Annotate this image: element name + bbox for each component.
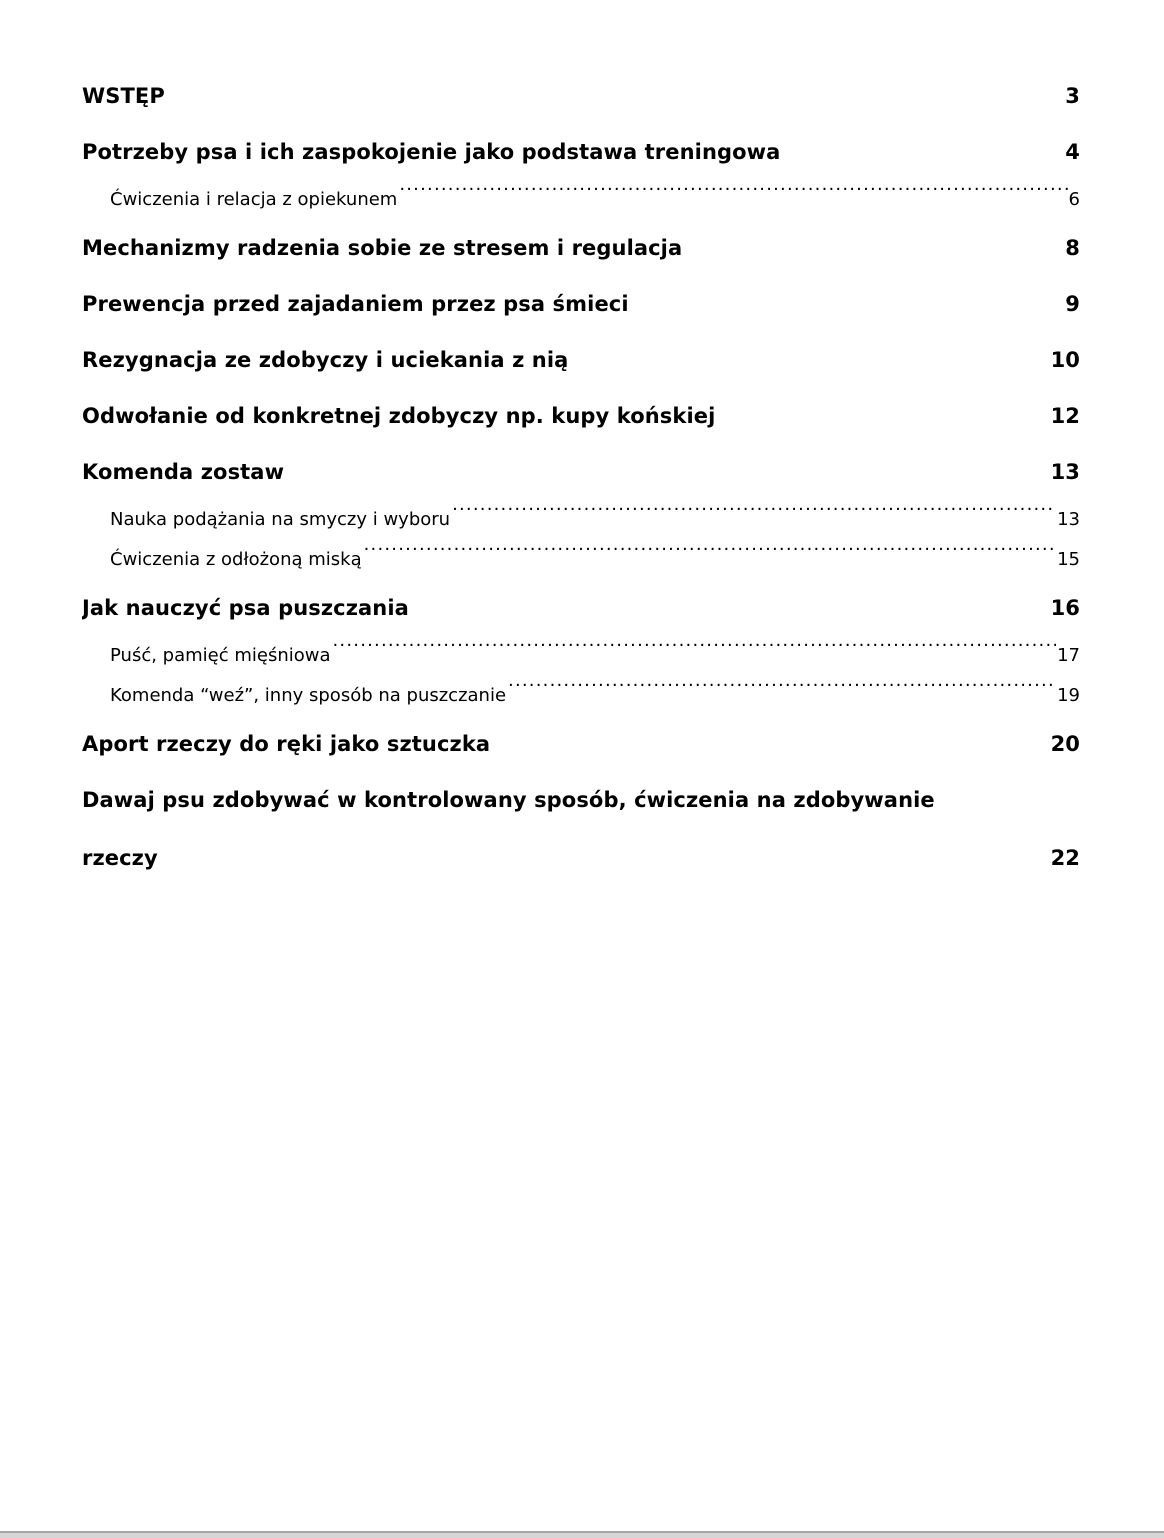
toc-subentry-odlozona-miska[interactable] <box>82 540 1080 580</box>
dot-leader <box>286 458 1049 479</box>
dot-leader <box>684 234 1064 255</box>
toc-entry-komenda-zostaw[interactable] <box>82 444 1080 500</box>
dot-leader <box>411 594 1050 615</box>
dot-leader <box>364 547 1056 565</box>
toc-entry-title: Ćwiczenia i relacja z opiekunem <box>110 180 399 220</box>
toc-page-number: 20 <box>1050 716 1080 772</box>
toc-page-number: 13 <box>1050 444 1080 500</box>
toc-subentry-cwiczenia-relacja[interactable] <box>82 180 1080 220</box>
toc-entry-title: Mechanizmy radzenia sobie ze stresem i regulacja <box>82 220 684 276</box>
toc-subentry-komenda-wez[interactable] <box>82 676 1080 716</box>
toc-page-number: 3 <box>1064 68 1080 124</box>
toc-entry-title: Aport rzeczy do ręki jako sztuczka <box>82 716 492 772</box>
toc-entry-title: Prewencja przed zajadaniem przez psa śmieci <box>82 276 631 332</box>
toc-page-number: 13 <box>1056 500 1080 540</box>
dot-leader <box>399 187 1067 205</box>
toc-page-number: 8 <box>1064 220 1080 276</box>
table-of-contents <box>82 68 1080 888</box>
toc-page-number: 4 <box>1064 124 1080 180</box>
toc-entry-odwolanie[interactable] <box>82 388 1080 444</box>
toc-entry-title: Rezygnacja ze zdobyczy i uciekania z nią <box>82 332 570 388</box>
dot-leader <box>160 844 1050 865</box>
dot-leader <box>492 730 1049 751</box>
toc-entry-rezygnacja[interactable] <box>82 332 1080 388</box>
dot-leader <box>717 402 1049 423</box>
toc-entry-title: Nauka podążania na smyczy i wyboru <box>110 500 452 540</box>
toc-page-number: 12 <box>1050 388 1080 444</box>
toc-entry-title: Ćwiczenia z odłożoną miską <box>110 540 364 580</box>
toc-page-number: 22 <box>1050 828 1080 888</box>
toc-entry-prewencja[interactable] <box>82 276 1080 332</box>
dot-leader <box>782 138 1064 159</box>
toc-page-number: 6 <box>1068 180 1080 220</box>
dot-leader <box>452 507 1056 525</box>
toc-entry-title-line1: Dawaj psu zdobywać w kontrolowany sposób, ćwiczenia na zdobywanie <box>82 788 935 812</box>
dot-leader <box>570 346 1049 367</box>
dot-leader <box>333 643 1057 661</box>
toc-entry-wstep[interactable] <box>82 68 1080 124</box>
toc-page-number: 10 <box>1050 332 1080 388</box>
toc-entry-dawaj-psu-zdobywac[interactable] <box>82 772 1080 888</box>
toc-page-number: 19 <box>1056 676 1080 716</box>
toc-entry-title-line2: rzeczy <box>82 828 160 888</box>
toc-entry-title-line2-row <box>82 828 1080 888</box>
toc-page-number: 9 <box>1064 276 1080 332</box>
toc-page-number: 15 <box>1056 540 1080 580</box>
toc-entry-mechanizmy[interactable] <box>82 220 1080 276</box>
toc-entry-puszczania[interactable] <box>82 580 1080 636</box>
toc-subentry-nauka-podazania[interactable] <box>82 500 1080 540</box>
toc-subentry-pusc-pamiec[interactable] <box>82 636 1080 676</box>
toc-entry-title: Jak nauczyć psa puszczania <box>82 580 411 636</box>
toc-entry-title: Odwołanie od konkretnej zdobyczy np. kupy końskiej <box>82 388 717 444</box>
dot-leader <box>631 290 1065 311</box>
toc-entry-title: WSTĘP <box>82 68 167 124</box>
toc-page-number: 17 <box>1056 636 1080 676</box>
page-bottom-shadow <box>0 1533 1164 1538</box>
toc-entry-title: Komenda “weź”, inny sposób na puszczanie <box>110 676 508 716</box>
dot-leader <box>508 683 1056 701</box>
dot-leader <box>167 82 1064 103</box>
toc-entry-title: Puść, pamięć mięśniowa <box>110 636 333 676</box>
toc-entry-title: Potrzeby psa i ich zaspokojenie jako podstawa treningowa <box>82 124 782 180</box>
toc-page-number: 16 <box>1050 580 1080 636</box>
toc-entry-potrzeby-psa[interactable] <box>82 124 1080 180</box>
toc-entry-title: Komenda zostaw <box>82 444 286 500</box>
toc-entry-aport[interactable] <box>82 716 1080 772</box>
